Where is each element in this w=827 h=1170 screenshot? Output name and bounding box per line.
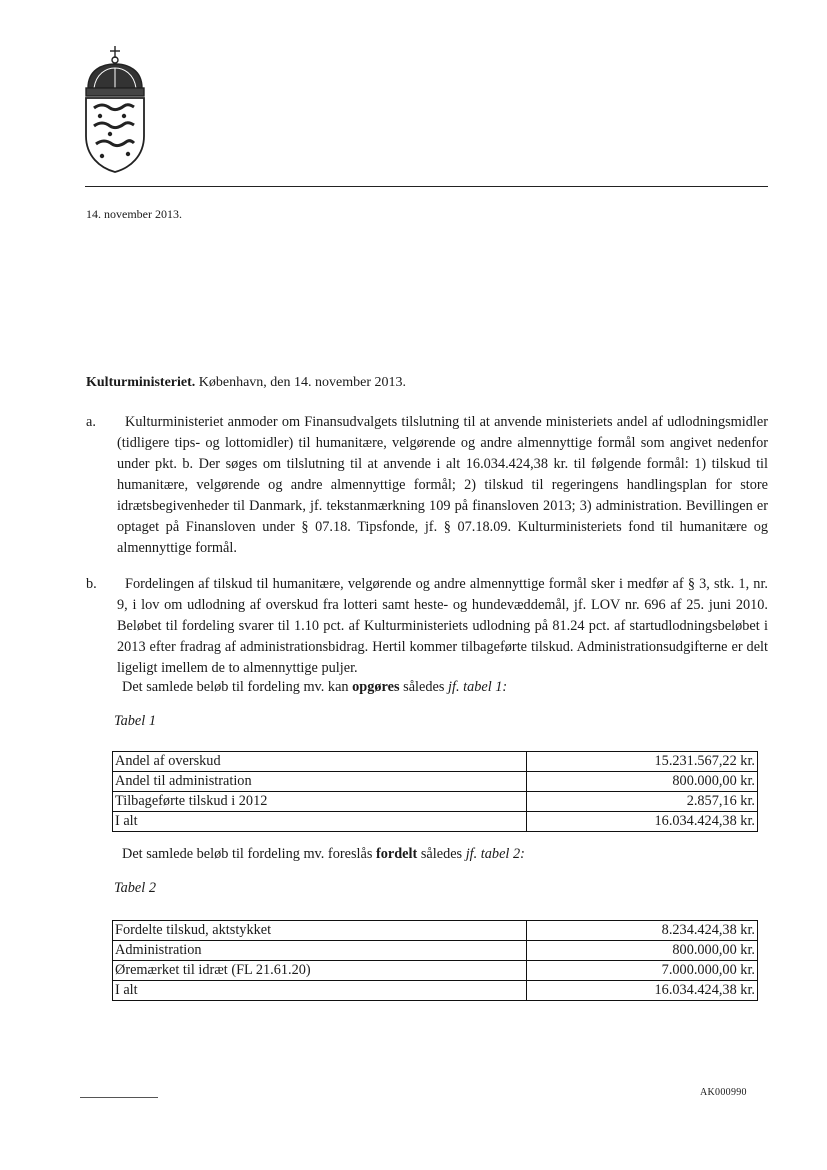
table-row <box>113 772 758 792</box>
table2-intro-ref: jf. tabel 2: <box>465 846 525 862</box>
table2 <box>112 920 758 1001</box>
table2-intro <box>122 846 525 863</box>
section-a-text: Kulturministeriet anmoder om Finansudvalgets tilslutning til at anvende ministeriets andel af udlodningsmidler (tidligere tips- og lottomidler) til humanitære, velgørende og andre almennyttige formål som angivet nedenfor under pkt. b. Der søges om tilslutning til at anvende i alt 16.034.424,38 kr. til følgende formål: 1) tilskud til humanitære, velgørende og andre almennyttige formål; 2) tilskud til regeringens handlingsplan for store idrætsbegivenheder til Danmark, jf. tekstanmærkning 109 på finansloven 2013; 3) administration. Bevillingen er optaget på Finansloven under § 07.18. Tipsfonde, jf. § 07.18.09. Kulturministeriets fond til humanitære og almennyttige formål. <box>117 414 768 556</box>
table-row <box>113 752 758 772</box>
table1-intro-mid: således <box>399 679 448 695</box>
table-row <box>113 792 758 812</box>
section-a-marker: a. <box>86 414 96 430</box>
table1 <box>112 751 758 832</box>
row-amount: 16.034.424,38 kr. <box>527 981 758 1001</box>
row-amount: 2.857,16 kr. <box>527 792 758 812</box>
table1-intro-prefix: Det samlede beløb til fordeling mv. kan <box>122 679 353 695</box>
table1-label: Tabel 1 <box>114 713 156 729</box>
heading <box>86 375 406 391</box>
row-label: Øremærket til idræt (FL 21.61.20) <box>113 961 527 981</box>
table2-intro-prefix: Det samlede beløb til fordeling mv. foreslås <box>122 846 376 862</box>
section-b-text: Fordelingen af tilskud til humanitære, velgørende og andre almennyttige formål sker i medfør af § 3, stk. 1, nr. 9, i lov om udlodning af overskud fra lotteri samt heste- og hundevæddemål, jf. LOV nr. 696 af 25. juni 2010. Beløbet til fordeling svarer til 1.10 pct. af Kulturministeriets udlodning på 81.24 pct. af startudlodningsbeløbet i 2013 efter fradrag af administrationsbidrag. Hertil kommer tilbageførte tilskud. Administrationsudgifterne er delt ligeligt imellem de to almennyttige puljer. <box>117 576 768 676</box>
danish-royal-coat-of-arms-icon <box>80 44 150 174</box>
heading-place-date: København, den 14. november 2013. <box>195 375 406 390</box>
document-id: AK000990 <box>700 1087 747 1098</box>
row-amount: 15.231.567,22 kr. <box>527 752 758 772</box>
section-b <box>86 574 768 679</box>
ministry-name: Kulturministeriet. <box>86 375 196 390</box>
table-row <box>113 961 758 981</box>
row-label: Tilbageførte tilskud i 2012 <box>113 792 527 812</box>
footer-divider <box>80 1097 158 1098</box>
header-divider <box>85 186 768 187</box>
row-amount: 800.000,00 kr. <box>527 941 758 961</box>
table-row <box>113 812 758 832</box>
row-label: Andel af overskud <box>113 752 527 772</box>
row-amount: 800.000,00 kr. <box>527 772 758 792</box>
table-row <box>113 981 758 1001</box>
table2-label: Tabel 2 <box>114 880 156 896</box>
section-a <box>86 412 768 559</box>
row-amount: 8.234.424,38 kr. <box>527 921 758 941</box>
row-label: I alt <box>113 812 527 832</box>
row-label: Fordelte tilskud, aktstykket <box>113 921 527 941</box>
table-row <box>113 921 758 941</box>
document-date: 14. november 2013. <box>86 207 182 221</box>
table2-intro-bold: fordelt <box>375 846 418 862</box>
table1-intro-ref: jf. tabel 1: <box>448 679 508 695</box>
row-label: Administration <box>113 941 527 961</box>
table-row <box>113 941 758 961</box>
row-label: I alt <box>113 981 527 1001</box>
row-label: Andel til administration <box>113 772 527 792</box>
table1-intro-bold: opgøres <box>352 679 400 695</box>
row-amount: 7.000.000,00 kr. <box>527 961 758 981</box>
table1-intro <box>122 679 507 696</box>
section-b-marker: b. <box>86 576 97 592</box>
table2-intro-mid: således <box>417 846 466 862</box>
row-amount: 16.034.424,38 kr. <box>527 812 758 832</box>
